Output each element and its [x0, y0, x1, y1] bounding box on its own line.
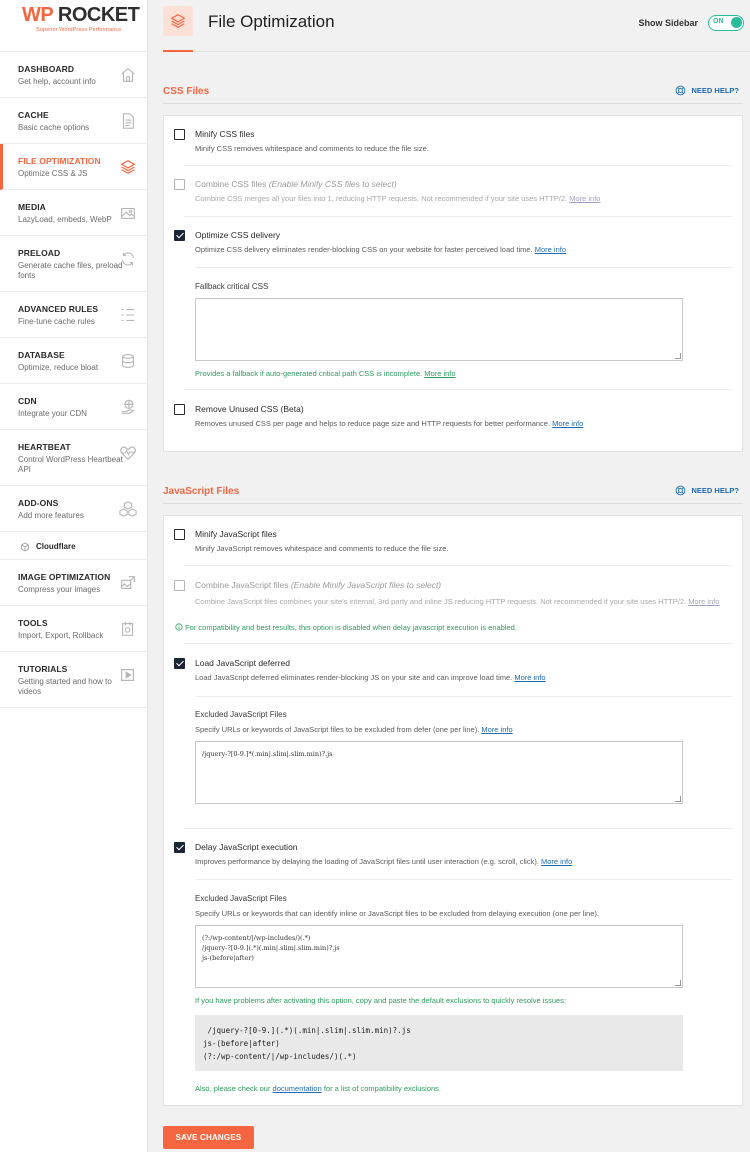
- combine-css-desc-text: Combine CSS merges all your files into 1, reducing HTTP requests. Not recommended if your site uses HTTP/2.: [195, 194, 570, 203]
- sidebar-item-cloudflare[interactable]: [0, 532, 147, 560]
- divider: [195, 696, 732, 697]
- css-section-divider: [163, 103, 743, 104]
- also-text: Also, please check our: [195, 1084, 273, 1093]
- sidebar-item-sub: Getting started and how to videos: [18, 677, 112, 696]
- load-js-deferred-option: [174, 658, 732, 684]
- toggle-knob: [731, 17, 742, 28]
- sidebar-item-sub: Add more features: [18, 511, 84, 520]
- sidebar-item-title: TOOLS: [18, 618, 48, 628]
- sidebar-item-sub: Compress your images: [18, 585, 101, 594]
- help-lifebuoy-icon: [675, 485, 686, 496]
- fallback-note-text: Provides a fallback if auto-generated critical path CSS is incomplete.: [195, 369, 425, 378]
- sidebar-item-sub: Optimize, reduce bloat: [18, 363, 99, 372]
- divider: [195, 879, 732, 880]
- need-help-label: NEED HELP?: [691, 486, 739, 495]
- logo-tagline: Superior WordPress Performance: [36, 27, 122, 33]
- layers-icon: [163, 6, 193, 36]
- sidebar-item-advanced-rules[interactable]: [0, 292, 147, 338]
- image-compress-icon: [119, 574, 137, 592]
- sidebar-item-database[interactable]: [0, 338, 147, 384]
- layers-icon: [119, 158, 137, 176]
- remove-unused-css-option: [174, 404, 732, 430]
- video-icon: [119, 666, 137, 684]
- combine-js-checkbox: [174, 580, 185, 591]
- sidebar-item-sub: Generate cache files, preload fonts: [18, 261, 123, 280]
- default-exclusions-code[interactable]: /jquery-?[0-9.](.*)(.min|.slim|.slim.min)?.js js-(before|after) (?:/wp-content/|/wp-includes/)(.*): [195, 1015, 683, 1071]
- load-js-deferred-checkbox[interactable]: [174, 658, 185, 669]
- boxes-icon: [119, 500, 137, 518]
- combine-css-label-hint: (Enable Minify CSS files to select): [268, 179, 397, 189]
- sidebar-item-sub: Get help, account info: [18, 77, 96, 86]
- sidebar-item-add-ons[interactable]: [0, 486, 147, 532]
- optimize-css-delivery-option: [174, 230, 732, 256]
- more-info-link[interactable]: More info: [481, 725, 513, 734]
- sidebar-item-title: CDN: [18, 396, 37, 406]
- minify-js-desc: Minify JavaScript removes whitespace and comments to reduce the file size.: [195, 544, 449, 553]
- help-lifebuoy-icon: [675, 85, 686, 96]
- documentation-link[interactable]: documentation: [272, 1084, 322, 1093]
- sidebar-item-label: Cloudflare: [36, 542, 76, 551]
- sidebar-item-title: FILE OPTIMIZATION: [18, 156, 101, 166]
- css-need-help-link[interactable]: [675, 85, 739, 96]
- divider: [184, 565, 732, 566]
- save-changes-button[interactable]: SAVE CHANGES: [163, 1126, 254, 1149]
- load-js-deferred-label: Load JavaScript deferred: [195, 658, 290, 668]
- need-help-label: NEED HELP?: [691, 86, 739, 95]
- refresh-icon: [119, 250, 137, 268]
- also-end-text: for a list of compatibility exclusions.: [321, 1084, 441, 1093]
- excluded-js-delay-desc: Specify URLs or keywords that can identify inline or JavaScript files to be excluded from delaying execution (one per line).: [195, 909, 599, 918]
- combine-css-option: [174, 179, 732, 205]
- minify-css-label: Minify CSS files: [195, 129, 255, 139]
- sidebar-item-title: HEARTBEAT: [18, 442, 71, 452]
- excluded-js-defer-textarea[interactable]: [195, 741, 683, 804]
- fallback-note: [195, 369, 456, 378]
- more-info-link[interactable]: More info: [688, 597, 720, 606]
- combine-js-label-hint: (Enable Minify JavaScript files to select): [290, 580, 442, 590]
- home-icon: [119, 66, 137, 84]
- excluded-js-defer-desc: [195, 725, 513, 734]
- fallback-critical-css-label: Fallback critical CSS: [195, 282, 269, 291]
- documentation-note: [195, 1084, 441, 1093]
- sidebar-item-title: DATABASE: [18, 350, 65, 360]
- divider: [184, 165, 732, 166]
- tools-icon: [119, 620, 137, 638]
- divider: [184, 216, 732, 217]
- more-info-link[interactable]: More info: [569, 194, 601, 203]
- sidebar-nav: [0, 52, 147, 708]
- sidebar-item-title: ADD-ONS: [18, 498, 59, 508]
- delay-js-label: Delay JavaScript execution: [195, 842, 298, 852]
- logo-wp: WP: [22, 4, 53, 26]
- minify-css-desc: Minify CSS removes whitespace and comments to reduce the file size.: [195, 144, 429, 153]
- delay-desc-text: Improves performance by delaying the loading of JavaScript files until user interaction (e.g. scroll, click).: [195, 857, 541, 866]
- combine-css-desc: [195, 194, 732, 204]
- delay-js-option: [174, 842, 732, 868]
- excluded-js-delay-textarea[interactable]: [195, 925, 683, 988]
- list-icon: [119, 306, 137, 324]
- combine-css-label: [195, 179, 397, 189]
- combine-js-desc-text: Combine JavaScript files combines your site's internal, 3rd party and inline JS reducing HTTP requests. Not recommended if your site uses HTTP/2.: [195, 597, 689, 606]
- remove-unused-css-desc: [195, 419, 732, 429]
- show-sidebar-label: Show Sidebar: [638, 18, 698, 28]
- optimize-css-delivery-label: Optimize CSS delivery: [195, 230, 281, 240]
- excluded-defer-desc-text: Specify URLs or keywords of JavaScript files to be excluded from defer (one per line).: [195, 725, 482, 734]
- deferred-desc-text: Load JavaScript deferred eliminates render-blocking JS on your site and can improve load time.: [195, 673, 515, 682]
- sidebar-item-media[interactable]: [0, 190, 147, 236]
- sidebar-item-sub: Optimize CSS & JS: [18, 169, 88, 178]
- logo-rocket: ROCKET: [57, 4, 140, 26]
- sidebar-item-cache[interactable]: [0, 98, 147, 144]
- divider: [195, 267, 732, 268]
- page-header: [148, 0, 750, 52]
- minify-js-checkbox[interactable]: [174, 529, 185, 540]
- combine-js-label: [195, 580, 441, 590]
- textarea-value: /jquery-?[0-9.]*(.min|.slim|.slim.min)?.js: [202, 750, 333, 758]
- resize-grip[interactable]: [675, 353, 681, 359]
- resize-grip[interactable]: [675, 980, 681, 986]
- divider: [184, 643, 732, 644]
- minify-css-option: [174, 129, 732, 155]
- sidebar: [0, 0, 148, 1152]
- sidebar-item-sub: Basic cache options: [18, 123, 90, 132]
- header-divider: [163, 51, 750, 52]
- image-icon: [119, 204, 137, 222]
- sidebar-item-preload[interactable]: [0, 236, 147, 292]
- more-info-link[interactable]: More info: [541, 857, 573, 866]
- minify-js-option: [174, 529, 732, 555]
- problems-note: If you have problems after activating this option, copy and paste the default exclusions to quickly resolve issues:: [195, 996, 567, 1005]
- sidebar-item-title: CACHE: [18, 110, 49, 120]
- sidebar-item-sub: Import, Export, Rollback: [18, 631, 104, 640]
- remove-unused-css-label: Remove Unused CSS (Beta): [195, 404, 304, 414]
- resize-grip[interactable]: [675, 796, 681, 802]
- combine-css-checkbox: [174, 179, 185, 190]
- sidebar-item-sub: LazyLoad, embeds, WebP: [18, 215, 112, 224]
- sidebar-item-title: IMAGE OPTIMIZATION: [18, 572, 111, 582]
- compat-note-text: For compatibility and best results, this option is disabled when delay javascript execution is enabled.: [185, 623, 517, 632]
- sidebar-item-title: MEDIA: [18, 202, 46, 212]
- load-js-deferred-desc: [195, 673, 732, 683]
- combine-js-compat-note: [175, 623, 517, 632]
- minify-css-checkbox[interactable]: [174, 129, 185, 140]
- sidebar-item-dashboard[interactable]: [0, 52, 147, 98]
- header-accent-underline: [163, 50, 193, 52]
- remove-unused-desc-text: Removes unused CSS per page and helps to reduce page size and HTTP requests for better performance.: [195, 419, 553, 428]
- combine-css-label-text: Combine CSS files: [195, 179, 269, 189]
- combine-js-label-text: Combine JavaScript files: [195, 580, 291, 590]
- optimize-css-delivery-desc: [195, 245, 732, 255]
- divider: [184, 828, 732, 829]
- sidebar-item-tutorials[interactable]: [0, 652, 147, 708]
- sidebar-item-heartbeat[interactable]: [0, 430, 147, 486]
- sidebar-item-title: ADVANCED RULES: [18, 304, 99, 314]
- show-sidebar-toggle[interactable]: [708, 15, 744, 31]
- combine-js-desc: [195, 595, 732, 608]
- sidebar-item-title: PRELOAD: [18, 248, 61, 258]
- more-info-link[interactable]: More info: [534, 245, 566, 254]
- more-info-link[interactable]: More info: [514, 673, 546, 682]
- heartbeat-icon: [119, 444, 137, 462]
- optimize-css-desc-text: Optimize CSS delivery eliminates render-blocking CSS on your website for faster perceived load time.: [195, 245, 535, 254]
- js-section-title: JavaScript Files: [163, 486, 240, 497]
- js-panel: [163, 515, 743, 1106]
- more-info-link[interactable]: More info: [552, 419, 584, 428]
- globe-hand-icon: [119, 398, 137, 416]
- toggle-state: ON: [713, 18, 724, 25]
- js-section-divider: [163, 503, 743, 504]
- js-need-help-link[interactable]: [675, 485, 739, 496]
- sidebar-item-sub: Integrate your CDN: [18, 409, 87, 418]
- document-icon: [119, 112, 137, 130]
- wp-rocket-logo[interactable]: [0, 0, 147, 52]
- delay-js-desc: [195, 857, 732, 867]
- excluded-js-delay-label: Excluded JavaScript Files: [195, 894, 287, 903]
- more-info-link[interactable]: More info: [424, 369, 456, 378]
- minify-js-label: Minify JavaScript files: [195, 529, 277, 539]
- sidebar-item-sub: Fine-tune cache rules: [18, 317, 95, 326]
- sidebar-item-title: DASHBOARD: [18, 64, 75, 74]
- fallback-critical-css-textarea[interactable]: [195, 298, 683, 361]
- cloudflare-icon: [20, 542, 30, 552]
- textarea-value: (?:/wp-content/|/wp-includes/)(.*) /jquery-?[0-9.](.*)(.min|.slim|.slim.min)?.js js-(before|after): [202, 934, 340, 962]
- divider: [184, 389, 732, 390]
- info-icon: [175, 623, 183, 631]
- sidebar-item-title: TUTORIALS: [18, 664, 68, 674]
- excluded-js-defer-label: Excluded JavaScript Files: [195, 710, 287, 719]
- remove-unused-css-checkbox[interactable]: [174, 404, 185, 415]
- optimize-css-delivery-checkbox[interactable]: [174, 230, 185, 241]
- page-title: File Optimization: [208, 12, 335, 31]
- sidebar-item-cdn[interactable]: [0, 384, 147, 430]
- sidebar-item-image-optimization[interactable]: [0, 560, 147, 606]
- sidebar-item-sub: Control WordPress Heartbeat API: [18, 455, 123, 474]
- database-icon: [119, 352, 137, 370]
- css-section-title: CSS Files: [163, 86, 210, 97]
- css-panel: [163, 115, 743, 452]
- sidebar-item-file-optimization[interactable]: [0, 144, 147, 190]
- sidebar-item-tools[interactable]: [0, 606, 147, 652]
- delay-js-checkbox[interactable]: [174, 842, 185, 853]
